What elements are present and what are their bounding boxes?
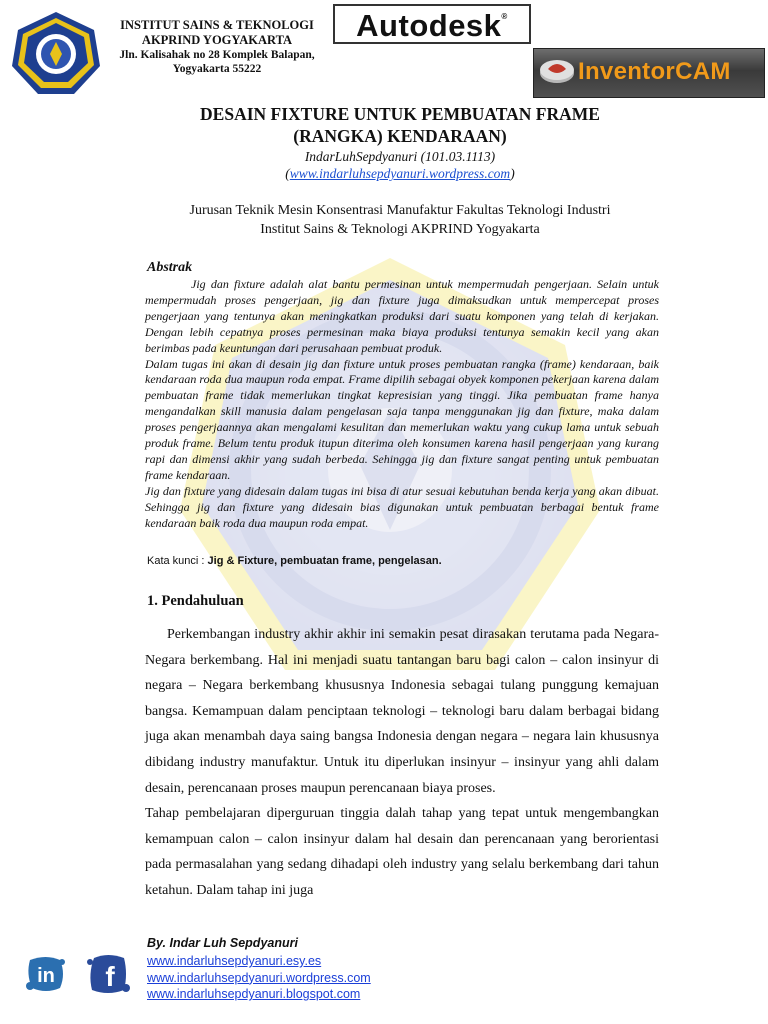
author-name: IndarLuhSepdyanuri (101.03.1113) [304, 149, 496, 164]
inventorcam-disc-icon [538, 55, 576, 85]
author-website: (www.indarluhsepdyanuri.wordpress.com) [285, 166, 515, 181]
footer-byline [147, 936, 298, 950]
keywords-label: Kata kunci : [147, 555, 208, 567]
paper-title-line1: DESAIN FIXTURE UNTUK PEMBUATAN FRAME [200, 104, 600, 124]
keywords [147, 555, 442, 567]
institution-name-line2: AKPRIND YOGYAKARTA [141, 33, 293, 47]
section-body [145, 622, 659, 904]
footer-by-prefix: By. [147, 936, 170, 950]
section-heading-pendahuluan: 1. Pendahuluan [147, 593, 244, 609]
footer-link-wordpress[interactable]: www.indarluhsepdyanuri.wordpress.com [147, 970, 371, 985]
author-website-link[interactable]: www.indarluhsepdyanuri.wordpress.com [289, 166, 511, 181]
abstract-paragraph-3: Jig dan fixture yang didesain dalam tugas ini bisa di atur sesuai kebutuhan benda kerja yang akan dibuat. Sehingga jig dan fixture yang didesain bias digunakan untuk pembuatan berbagai bentuk frame kendaraan baik roda dua maupun roda empat. [145, 483, 659, 530]
institution-address-line2: Yogyakarta 55222 [172, 63, 262, 75]
linkedin-icon[interactable] [24, 952, 68, 996]
keywords-text: Jig & Fixture, pembuatan frame, pengelasan. [207, 555, 442, 567]
akprind-seal-icon [10, 10, 102, 96]
body-paragraph-2: Tahap pembelajaran diperguruan tinggia dalah tahap yang tepat untuk mengembangkan kemampuan calon – calon insinyur dalam hal desain dan perencanaan yang berorientasi pada permasalahan yang sedang dihadapi oleh industry yang selalu berkembang dari tahun ketahun. Dalam tahap ini juga [145, 806, 659, 898]
institution-address-line1: Jln. Kalisahak no 28 Komplek Balapan, [119, 49, 315, 61]
paper-title-line2: (RANGKA) KENDARAAN) [293, 126, 507, 146]
facebook-icon[interactable] [86, 952, 130, 996]
svg-text:in: in [37, 965, 55, 987]
footer-links [147, 953, 371, 1003]
affiliation-line2: Institut Sains & Teknologi AKPRIND Yogyakarta [260, 222, 540, 237]
affiliation [0, 201, 768, 239]
footer-link-esy[interactable]: www.indarluhsepdyanuri.esy.es [147, 954, 322, 968]
footer-link-blogspot[interactable]: www.indarluhsepdyanuri.blogspot.com [147, 987, 361, 1001]
abstract-paragraph-1: Jig dan fixture adalah alat bantu permesinan untuk mempermudah pengerjaan. Selain untuk mempermudah proses pengerjaan, jig dan fixture juga dimaksudkan untuk mempercepat proses pengerjaan yang tentunya akan meningkatkan produksi dari suatu komponen yang telah di kerjakan. Dengan lebih cepatnya proses permesinan maka biaya produksi tentunya semakin kecil yang akan berimbas pada keuntungan dari perusahaan pembuat produk. [145, 277, 659, 355]
inventorcam-logo [533, 48, 765, 98]
footer-author: Indar Luh Sepdyanuri [169, 936, 298, 950]
inventorcam-wordmark: InventorCAM [578, 58, 731, 85]
institution-header [106, 18, 328, 76]
svg-text:f: f [105, 961, 115, 992]
abstract-body [145, 277, 659, 532]
institution-name-line1: INSTITUT SAINS & TEKNOLOGI [120, 18, 314, 32]
abstract-heading: Abstrak [147, 260, 193, 275]
paper-title [0, 103, 768, 147]
affiliation-line1: Jurusan Teknik Mesin Konsentrasi Manufaktur Fakultas Teknologi Industri [189, 203, 611, 218]
body-paragraph-1: Perkembangan industry akhir akhir ini semakin pesat dirasakan terutama pada Negara-Negara berkembang. Hal ini menjadi suatu tantangan baru bagi calon – calon insinyur di negara – Negara berkembang khususnya Indonesia sebagai tulang punggung kemajuan bangsa. Kemampuan dalam penciptaan teknologi – teknologi baru dalam berbagai bidang juga akan menambah daya saing bangsa Indonesia dengan negara – negara lain khususnya dibidang industry manufaktur. Untuk itu diperlukan insinyur – insinyur yang ahli dalam desain, perencanaan proses maupun perencanaan biaya proses. [145, 627, 659, 796]
autodesk-logo: Autodesk® [333, 4, 531, 44]
abstract-paragraph-2: Dalam tugas ini akan di desain jig dan fixture untuk proses pembuatan rangka (frame) kendaraan, baik kendaraan roda dua maupun roda empat. Frame dipilih sebagai obyek komponen pekerjaan karena dalam pembuatan frame tidak memerlukan tingkat kepresisian yang tinggi. Jika pembuatan frame hanya mengandalkan skill manusia dalam pengelasan saja tanpa menggunakan jig dan fixture, maka dalam proses pengerjaannya akan mengalami kesulitan dan memerlukan waktu yang cukup lama untuk sebuah produk frame. Belum tentu produk itupun diterima oleh konsumen karena hasil pengerjaan yang kurang rapi dan dimensi akhir yang sudah berbeda. Sehingga jig dan fixture sangat penting untuk pembuatan frame kendaraan. [145, 356, 659, 482]
